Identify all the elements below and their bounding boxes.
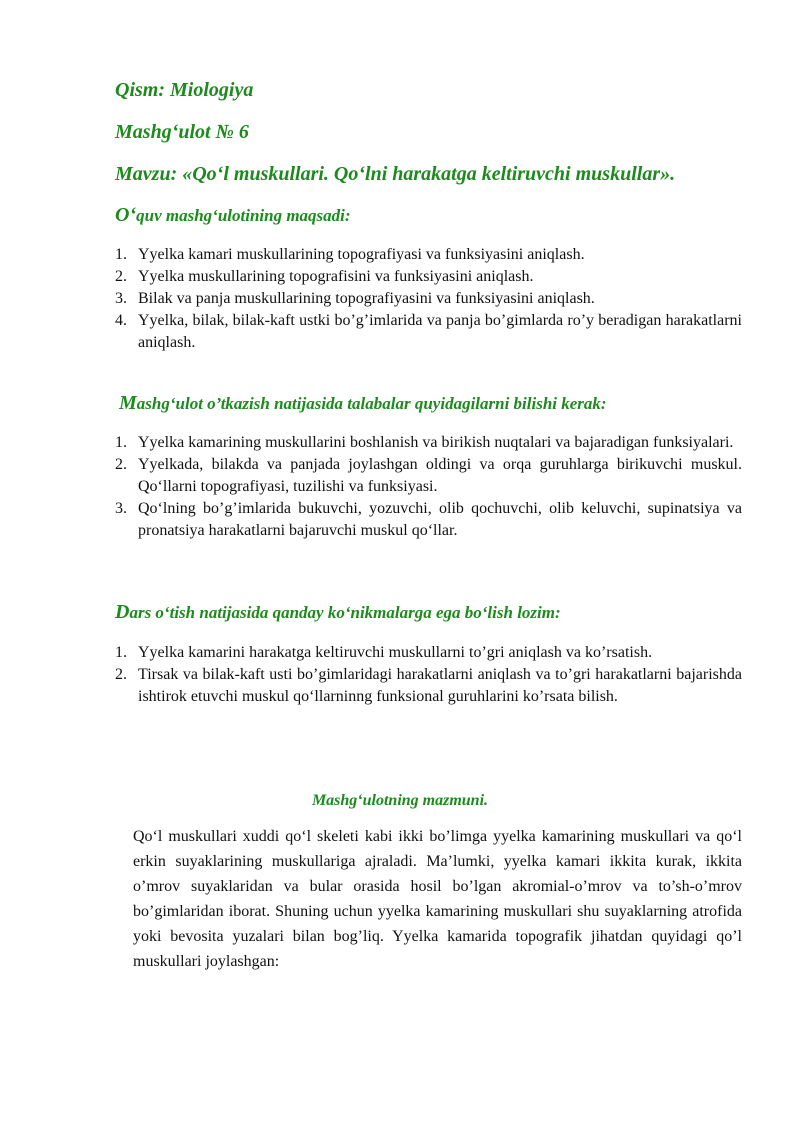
skills-list [115, 642, 742, 708]
skills-heading [115, 601, 561, 624]
list-item: 1. Yyelka kamarining muskullarini boshlanish va birikish nuqtalari va bajaradigan funksiyalari. [115, 434, 734, 451]
list-item: 1. Yyelka kamarini harakatga keltiruvchi muskullarni to’gri aniqlash va ko’rsatish. [115, 644, 653, 661]
goals-heading-rest: quv mashg‘ulotining maqsadi: [136, 206, 351, 225]
list-item: 3. Qo‘lning bo’g’imlarida bukuvchi, yozuvchi, olib qochuvchi, olib keluvchi, supinatsiya va pronatsiya harakatlarni bajaruvchi muskul qo‘llar. [115, 500, 742, 539]
content-paragraph: Qo‘l muskullari xuddi qo‘l skeleti kabi ikki bo’limga yyelka kamarining muskullari va qo‘l erkin suyaklarining muskullariga ajraladi. Ma’lumki, yyelka kamari ikkita kurak, ikkita o’mrov suyaklaridan va bular orasida hosil bo’lgan akromial-o’mrov va to’sh-o’mrov bo’gimlaridan iborat. Shuning uchun yyelka kamarining muskullari shu suyaklarning atrofida yoki bevosita yuzalari bilan bog’liq. Yyelka kamarida topografik jihatdan quyidagi qo’l muskullari joylashgan: [133, 828, 742, 970]
goals-heading-cap: O‘ [115, 204, 137, 226]
goals-list [115, 244, 742, 354]
goals-heading [115, 204, 351, 227]
knowledge-heading-cap: M [119, 392, 137, 414]
knowledge-heading-rest: ashg‘ulot o’tkazish natijasida talabalar quyidagilarni bilishi kerak: [136, 394, 607, 413]
topic-title: Mavzu: «Qo‘l muskullari. Qo‘lni harakatga keltiruvchi muskullar». [115, 163, 676, 185]
list-item: 2. Yyelka muskullarining topografisini va funksiyasini aniqlash. [115, 268, 534, 285]
knowledge-list [115, 432, 742, 542]
list-item: 2. Yyelkada, bilakda va panjada joylashgan oldingi va orqa guruhlarga birikuvchi muskul. Qo‘llarni topografiyasi, tuzilishi va funksiyasi. [115, 456, 742, 495]
list-item: 1. Yyelka kamari muskullarining topografiyasi va funksiyasini aniqlash. [115, 246, 585, 263]
skills-heading-cap: D [115, 601, 130, 623]
skills-heading-rest: ars o‘tish natijasida qanday ko‘nikmalarga ega bo‘lish lozim: [129, 603, 561, 622]
content-heading: Mashg‘ulotning mazmuni. [311, 792, 489, 809]
list-item: 4. Yyelka, bilak, bilak-kaft ustki bo’g’imlarida va panja bo’gimlarda ro’y beradigan harakatlarni aniqlash. [115, 312, 742, 351]
part-title: Qism: Miologiya [115, 79, 254, 101]
list-item: 3. Bilak va panja muskullarining topografiyasini va funksiyasini aniqlash. [115, 290, 595, 307]
list-item: 2. Tirsak va bilak-kaft usti bo’gimlaridagi harakatlarni aniqlash va to’gri harakatlarni bajarishda ishtirok etuvchi muskul qo‘llarninng funksional guruhlarini ko’rsata bilish. [115, 666, 742, 705]
knowledge-heading [119, 392, 607, 415]
lesson-number: Mashg‘ulot № 6 [115, 121, 249, 143]
